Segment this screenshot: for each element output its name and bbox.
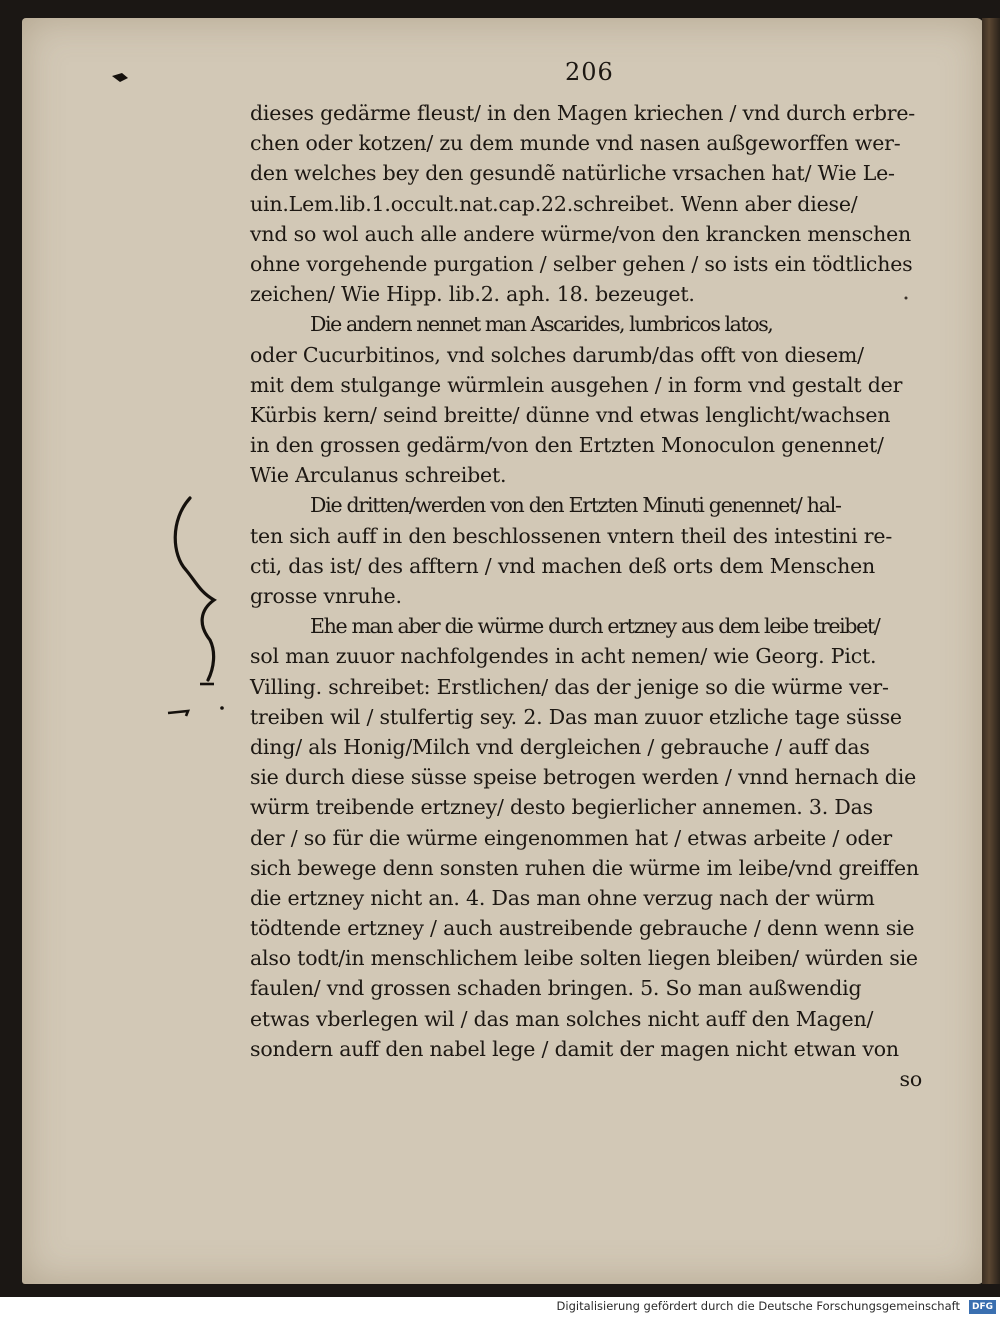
text-line: sich bewege denn sonsten ruhen die würme im leibe/vnd greiffen	[250, 855, 919, 880]
margin-dash-2	[168, 711, 188, 716]
margin-bracket	[175, 498, 214, 680]
text-line: Ehe man aber die würme durch ertzney aus dem leibe treibet/	[310, 614, 880, 639]
text-line: tödtende ertzney / auch austreibende gebrauche / denn wenn sie	[250, 916, 915, 941]
text-line: sol man zuuor nachfolgendes in acht nemen/ wie Georg. Pict.	[250, 644, 877, 669]
footer-bar	[0, 1297, 1000, 1317]
text-line: Villing. schreibet: Erstlichen/ das der jenige so die würme ver-	[250, 674, 889, 699]
margin-mark-top	[112, 73, 128, 82]
text-line: chen oder kotzen/ zu dem munde vnd nasen außgeworffen wer-	[250, 131, 901, 156]
page-number: 206	[565, 58, 614, 86]
text-line: zeichen/ Wie Hipp. lib.2. aph. 18. bezeuget.	[250, 282, 695, 307]
dfg-logo: DFG	[969, 1300, 996, 1314]
text-line: uin.Lem.lib.1.occult.nat.cap.22.schreibet. Wenn aber diese/	[250, 191, 858, 216]
body-text	[250, 98, 940, 1094]
margin-dot	[220, 706, 224, 710]
funding-credit: Digitalisierung gefördert durch die Deutsche Forschungsgemeinschaft	[556, 1299, 960, 1313]
text-line: würm treibende ertzney/ desto begierlicher annemen. 3. Das	[250, 795, 873, 820]
text-line: Wie Arculanus schreibet.	[250, 463, 507, 488]
text-line: sondern auff den nabel lege / damit der magen nicht etwan von	[250, 1036, 899, 1061]
text-line: so	[899, 1067, 922, 1091]
text-line: cti, das ist/ des afftern / vnd machen deß orts dem Menschen	[250, 553, 876, 578]
text-line: ten sich auff in den beschlossenen vntern theil des intestini re-	[250, 523, 893, 548]
text-line: dieses gedärme fleust/ in den Magen kriechen / vnd durch erbre-	[250, 101, 916, 125]
text-line: faulen/ vnd grossen schaden bringen. 5. So man außwendig	[250, 976, 862, 1001]
text-line: also todt/in menschlichem leibe solten liegen bleiben/ würden sie	[250, 946, 918, 971]
text-line: die ertzney nicht an. 4. Das man ohne verzug nach der würm	[250, 885, 875, 910]
text-line: grosse vnruhe.	[250, 584, 402, 608]
text-line: in den grossen gedärm/von den Ertzten Monoculon genennet/	[250, 433, 884, 458]
text-line: mit dem stulgange würmlein ausgehen / in form vnd gestalt der	[250, 372, 903, 397]
text-line: etwas vberlegen wil / das man solches nicht auff den Magen/	[250, 1006, 874, 1031]
text-line: vnd so wol auch alle andere würme/von den krancken menschen	[250, 221, 912, 246]
text-line: sie durch diese süsse speise betrogen werden / vnnd hernach die	[250, 765, 917, 790]
text-line: Die andern nennet man Ascarides, lumbricos latos,	[310, 312, 773, 337]
text-line: der / so für die würme eingenommen hat / etwas arbeite / oder	[250, 825, 892, 850]
text-line: den welches bey den gesundẽ natürliche vrsachen hat/ Wie Le-	[250, 161, 895, 186]
text-line: ohne vorgehende purgation / selber gehen / so ists ein tödtliches	[250, 251, 913, 276]
text-line: oder Cucurbitinos, vnd solches darumb/das offt von diesem/	[250, 342, 864, 367]
text-line: Die dritten/werden von den Ertzten Minuti genennet/ hal-	[310, 493, 841, 518]
text-line: ding/ als Honig/Milch vnd dergleichen / gebrauche / auff das	[250, 734, 870, 759]
text-line: treiben wil / stulfertig sey. 2. Das man zuuor etzliche tage süsse	[250, 704, 902, 729]
text-line: Kürbis kern/ seind breitte/ dünne vnd etwas lenglicht/wachsen	[250, 402, 891, 427]
